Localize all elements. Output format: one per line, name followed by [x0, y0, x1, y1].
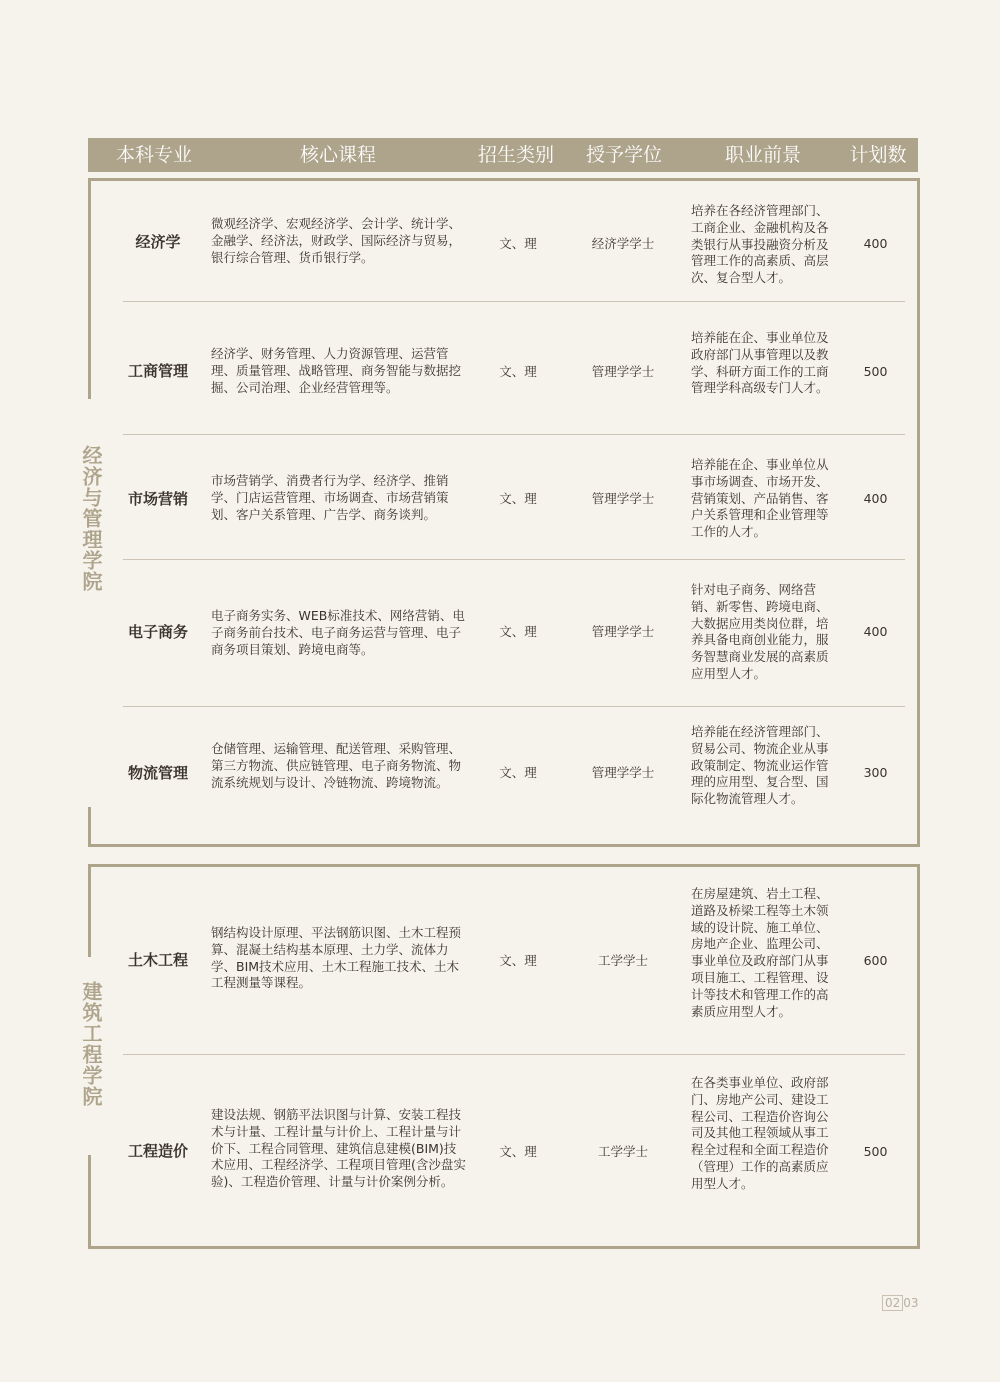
table-row: [123, 707, 905, 843]
core-courses: 微观经济学、宏观经济学、会计学、统计学、金融学、经济法，财政学、国际经济与贸易，银行综合管理、货币银行学。: [211, 216, 462, 265]
header-degree: 授予学位: [585, 144, 662, 166]
degree: 管理学学士: [591, 765, 655, 780]
major-name: 土木工程: [127, 951, 188, 969]
career-prospects: 培养能在经济管理部门、贸易公司、物流企业从事政策制定、物流业运作管理的应用型、复合型、国际化物流管理人才。: [691, 724, 829, 807]
plan-count: 500: [863, 364, 888, 379]
career-prospects: 在房屋建筑、岩土工程、道路及桥梁工程等土木领域的设计院、施工单位、房地产企业、监理公司、事业单位及政府部门从事项目施工、工程管理、设计等技术和管理工作的高素质应用型人才。: [691, 886, 829, 1019]
enrollment-category: 文、理: [499, 765, 537, 780]
degree: 工学学士: [597, 1144, 648, 1159]
core-courses: 电子商务实务、WEB标准技术、网络营销、电子商务前台技术、电子商务运营与管理、电子商务项目策划、跨境电商等。: [211, 608, 465, 657]
enrollment-category: 文、理: [499, 624, 537, 639]
page-number: [882, 1296, 919, 1310]
header-prospects: 职业前景: [724, 144, 801, 166]
major-name: 工商管理: [127, 362, 188, 380]
plan-count: 600: [863, 953, 888, 968]
core-courses: 仓储管理、运输管理、配送管理、采购管理、第三方物流、供应链管理、电子商务物流、物流系统规划与设计、冷链物流、跨境物流。: [211, 741, 462, 790]
header-major: 本科专业: [115, 144, 192, 166]
college-label: 经济与管理学院: [79, 445, 103, 592]
degree: 经济学学士: [591, 236, 655, 251]
page-number-right: 03: [903, 1296, 919, 1310]
career-prospects: 培养能在企、事业单位从事市场调查、市场开发、营销策划、产品销售、客户关系管理和企业管理等工作的人才。: [691, 457, 829, 540]
table-row: [123, 181, 905, 302]
degree: 管理学学士: [591, 364, 655, 379]
section-architecture-engineering: [79, 864, 920, 1249]
core-courses: 经济学、财务管理、人力资源管理、运营管理、质量管理、战略管理、商务智能与数据挖掘、公司治理、企业经营管理等。: [211, 346, 462, 395]
plan-count: 300: [863, 765, 888, 780]
table-row: [123, 302, 905, 435]
section-economics-management: [79, 178, 920, 847]
header-category: 招生类别: [477, 144, 554, 166]
plan-count: 400: [863, 236, 888, 251]
table-row: [123, 435, 905, 560]
plan-count: 500: [863, 1144, 888, 1159]
core-courses: 市场营销学、消费者行为学、经济学、推销学、门店运营管理、市场调查、市场营销策划、客户关系管理、广告学、商务谈判。: [211, 473, 449, 522]
enrollment-category: 文、理: [499, 953, 537, 968]
header-plan: 计划数: [849, 144, 907, 166]
table-row: [123, 867, 905, 1055]
college-label: 建筑工程学院: [79, 981, 103, 1107]
enrollment-category: 文、理: [499, 364, 537, 379]
degree: 工学学士: [597, 953, 648, 968]
career-prospects: 在各类事业单位、政府部门、房地产公司、建设工程公司、工程造价咨询公司及其他工程领域从事工程全过程和全面工程造价（管理）工作的高素质应用型人才。: [691, 1075, 829, 1191]
enrollment-category: 文、理: [499, 236, 537, 251]
enrollment-category: 文、理: [499, 491, 537, 506]
header-courses: 核心课程: [299, 144, 376, 166]
enrollment-category: 文、理: [499, 1144, 537, 1159]
career-prospects: 培养在各经济管理部门、工商企业、金融机构及各类银行从事投融资分析及管理工作的高素质、高层次、复合型人才。: [691, 203, 829, 286]
degree: 管理学学士: [591, 491, 655, 506]
table-row: [123, 560, 905, 707]
career-prospects: 培养能在企、事业单位及政府部门从事管理以及教学、科研方面工作的工商管理学科高级专门人才。: [691, 330, 829, 396]
plan-count: 400: [863, 624, 888, 639]
major-name: 工程造价: [127, 1142, 188, 1160]
major-name: 市场营销: [127, 490, 188, 508]
degree: 管理学学士: [591, 624, 655, 639]
core-courses: 建设法规、钢筋平法识图与计算、安装工程技术与计量、工程计量与计价上、工程计量与计价下、工程合同管理、建筑信息建模(BIM)技术应用、工程经济学、工程项目管理(含沙盘实验)、工程造价管理、计量与计价案例分析。: [211, 1107, 466, 1190]
plan-count: 400: [863, 491, 888, 506]
table-header: [88, 138, 918, 172]
career-prospects: 针对电子商务、网络营销、新零售、跨境电商、大数据应用类岗位群，培养具备电商创业能力，服务智慧商业发展的高素质应用型人才。: [691, 582, 829, 681]
major-name: 经济学: [135, 233, 181, 251]
major-name: 物流管理: [127, 764, 188, 782]
table-row: [123, 1055, 905, 1245]
core-courses: 钢结构设计原理、平法钢筋识图、土木工程预算、混凝土结构基本原理、土力学、流体力学、BIM技术应用、土木工程施工技术、土木工程测量等课程。: [211, 925, 462, 991]
major-name: 电子商务: [127, 623, 188, 641]
page-number-left: 02: [882, 1295, 903, 1311]
